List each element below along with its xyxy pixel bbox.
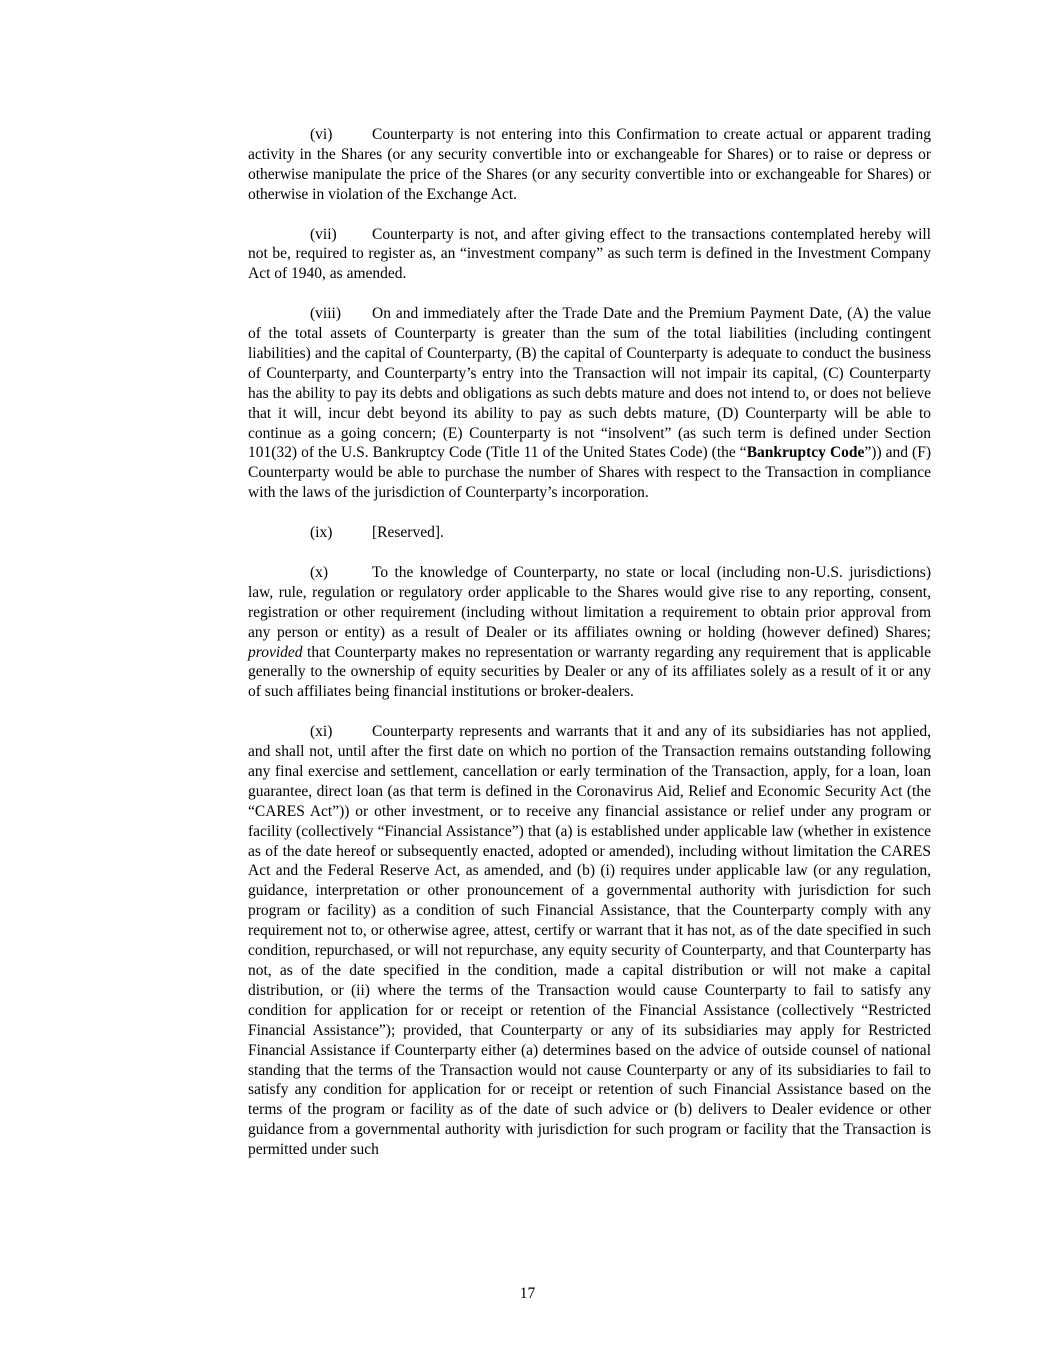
paragraph-text-after: ”)) and (F) Counterparty would be able to purchase the number of Shares with respect to the Transaction in compliance with the laws of the jurisdiction of Counterparty’s incorporation.	[248, 444, 931, 502]
page-number: 17	[519, 1285, 536, 1302]
paragraph-xi	[248, 722, 931, 1160]
italic-term-provided: provided	[248, 643, 303, 661]
paragraph-text: Counterparty is not, and after giving effect to the transactions contemplated hereby will not be, required to register as, an “investment company” as such term is defined in the Investment Company Act of 1940, as amended.	[248, 225, 931, 283]
paragraph-x	[248, 563, 931, 702]
body-text	[248, 125, 931, 1180]
defined-term-bankruptcy-code: Bankruptcy Code	[746, 444, 865, 462]
paragraph-vii	[248, 225, 931, 285]
paragraph-text: [Reserved].	[372, 524, 444, 542]
paragraph-marker: (ix)	[310, 524, 333, 542]
paragraph-marker: (vi)	[310, 126, 333, 143]
paragraph-marker: (x)	[310, 563, 329, 581]
paragraph-marker: (viii)	[310, 305, 341, 323]
paragraph-text-before: To the knowledge of Counterparty, no state or local (including non-U.S. jurisdictions) law, rule, regulation or regulatory order applicable to the Shares would give rise to any reporting, consent, registration or other requirement (including without limitation a requirement to obtain prior approval from any person or entity) as a result of Dealer or its affiliates owning or holding (however defined) Shares;	[248, 563, 931, 641]
paragraph-text: Counterparty represents and warrants that it and any of its subsidiaries has not applied, and shall not, until after the first date on which no portion of the Transaction remains outstanding following any final exercise and settlement, cancellation or early termination of the Transaction, apply, for a loan, loan guarantee, direct loan (as that term is defined in the Coronavirus Aid, Relief and Economic Security Act (the “CARES Act”)) or other investment, or to receive any financial assistance or relief under any program or facility (collectively “Financial Assistance”) that (a) is established under applicable law (whether in existence as of the date hereof or subsequently enacted, adopted or amended), including without limitation the CARES Act and the Federal Reserve Act, as amended, and (b) (i) requires under applicable law (or any regulation, guidance, interpretation or other pronouncement of a governmental authority with jurisdiction for such program or facility) as a condition of such Financial Assistance, that the Counterparty comply with any requirement not to, or otherwise agree, attest, certify or warrant that it has not, as of the date specified in such condition, repurchased, or will not repurchase, any equity security of Counterparty, and that Counterparty has not, as of the date specified in the condition, made a capital distribution or will not make a capital distribution, or (ii) where the terms of the Transaction would cause Counterparty to fail to satisfy any condition for application for or receipt or retention of the Financial Assistance (collectively “Restricted Financial Assistance”); provided, that Counterparty or any of its subsidiaries may apply for Restricted Financial Assistance if Counterparty either (a) determines based on the advice of outside counsel of national standing that the terms of the Transaction would not cause Counterparty or any of its subsidiaries to fail to satisfy any condition for application for or receipt or retention of such Financial Assistance based on the terms of the program or facility as of the date of such advice or (b) delivers to Dealer evidence or other guidance from a governmental authority with jurisdiction for such program or facility that the Transaction is permitted under such	[248, 723, 931, 1159]
paragraph-viii	[248, 304, 931, 503]
paragraph-text: Counterparty is not entering into this Confirmation to create actual or apparent trading activity in the Shares (or any security convertible into or exchangeable for Shares) or to raise or depress or otherwise manipulate the price of the Shares (or any security convertible into or exchangeable for Shares) or otherwise in violation of the Exchange Act.	[248, 126, 931, 203]
paragraph-text-after: that Counterparty makes no representation or warranty regarding any requirement that is applicable generally to the ownership of equity securities by Dealer or any of its affiliates solely as a result of it or any of such affiliates being financial institutions or broker-dealers.	[248, 643, 931, 701]
paragraph-text-before: On and immediately after the Trade Date and the Premium Payment Date, (A) the value of the total assets of Counterparty is greater than the sum of the total liabilities (including contingent liabilities) and the capital of Counterparty, (B) the capital of Counterparty is adequate to conduct the business of Counterparty, and Counterparty’s entry into the Transaction will not impair its capital, (C) Counterparty has the ability to pay its debts and obligations as such debts mature and does not intend to, or does not believe that it will, incur debt beyond its ability to pay as such debts mature, (D) Counterparty will be able to continue as a going concern; (E) Counterparty is not “insolvent” (as such term is defined under Section 101(32) of the U.S. Bankruptcy Code (Title 11 of the United States Code) (the “	[248, 305, 931, 462]
paragraph-marker: (vii)	[310, 225, 337, 243]
paragraph-marker: (xi)	[310, 723, 333, 741]
paragraph-ix	[248, 523, 931, 543]
paragraph-vi	[248, 125, 931, 205]
